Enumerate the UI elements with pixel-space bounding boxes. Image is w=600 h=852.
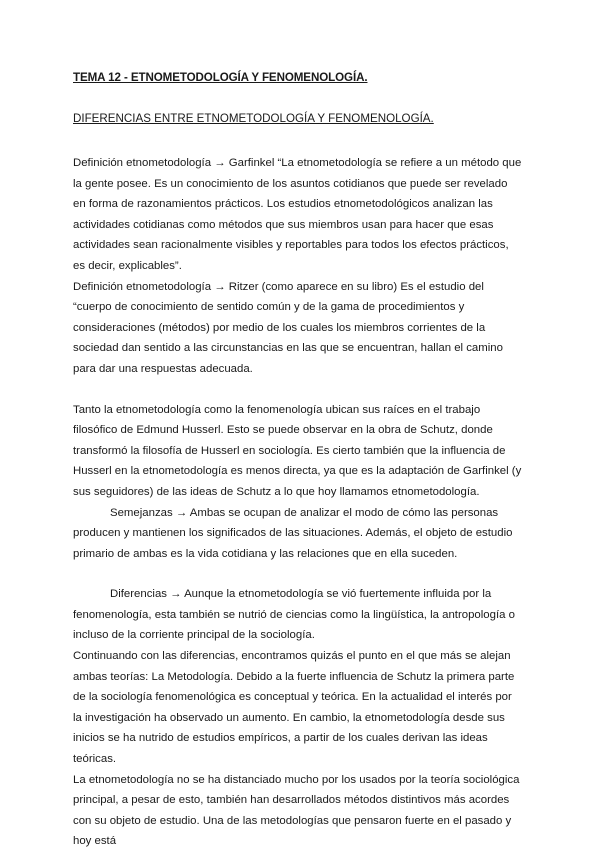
document-title: TEMA 12 - ETNOMETODOLOGÍA Y FENOMENOLOGÍA. — [73, 71, 368, 84]
paragraph-methodology: Continuando con las diferencias, encontramos quizás el punto en el que más se alejan ambas teorías: La Metodología. Debido a la fuerte influencia de Schutz la primera parte de la sociología fenomenológica es conceptual y teórica. En la actualidad el interés por la investigación ha observado un aumento. En cambio, la etnometodología desde sus inicios se ha nutrido de estudios empíricos, a partir de los cuales derivan las ideas teóricas. — [73, 650, 515, 766]
paragraph-ethnomethodology-methods: La etnometodología no se ha distanciado mucho por los usados por la teoría sociológica principal, a pesar de esto, también han desarrollados métodos distintivos más acordes con su objeto de estudio. Una de las metodologías que pensaron fuerte en el pasado y hoy está — [73, 773, 520, 848]
spacer — [73, 380, 522, 400]
spacer — [73, 564, 522, 584]
paragraph-definition-ritzer: Definición etnometodología → Ritzer (como aparece en su libro) Es el estudio del “cuerpo de conocimiento de sentido común y de la gama de procedimientos y consideraciones (métodos) por medio de los cuales los miembros corrientes de la sociedad dan sentido a las circunstancias en las que se encuentran, hallan el camino para dar una respuestas adecuada. — [73, 280, 503, 375]
section-heading: DIFERENCIAS ENTRE ETNOMETODOLOGÍA Y FENOMENOLOGÍA. — [73, 112, 434, 125]
paragraph-husserl-roots: Tanto la etnometodología como la fenomenología ubican sus raíces en el trabajo filosófico de Edmund Husserl. Esto se puede observar en la obra de Schutz, donde transformó la filosofía de Husserl en sociología. Es cierto también que la influencia de Husserl en la etnometodología es menos directa, ya que es la adaptación de Garfinkel (y sus seguidores) de las ideas de Schutz a lo que hoy llamamos etnometodología. — [73, 403, 522, 498]
paragraph-similarities: Semejanzas → Ambas se ocupan de analizar el modo de cómo las personas producen y mantienen los significados de las situaciones. Además, el objeto de estudio primario de ambas es la vida cotidiana y las relaciones que en ella suceden. — [73, 506, 513, 560]
paragraph-definition-garfinkel: Definición etnometodología → Garfinkel “La etnometodología se refiere a un método que la gente posee. Es un conocimiento de los asuntos cotidianos que puede ser revelado en forma de razonamientos prácticos. Los estudios etnometodológicos analizan las actividades cotidianas como métodos que sus miembros usan para hacer que esas actividades sean racionalmente visibles y reportables para todos los efectos prácticos, es decir, explicables”. — [73, 157, 522, 272]
paragraph-differences: Diferencias → Aunque la etnometodología se vió fuertemente influida por la fenomenología, esta también se nutrió de ciencias como la lingüística, la antropología o incluso de la corriente principal de la sociología. — [73, 588, 515, 642]
